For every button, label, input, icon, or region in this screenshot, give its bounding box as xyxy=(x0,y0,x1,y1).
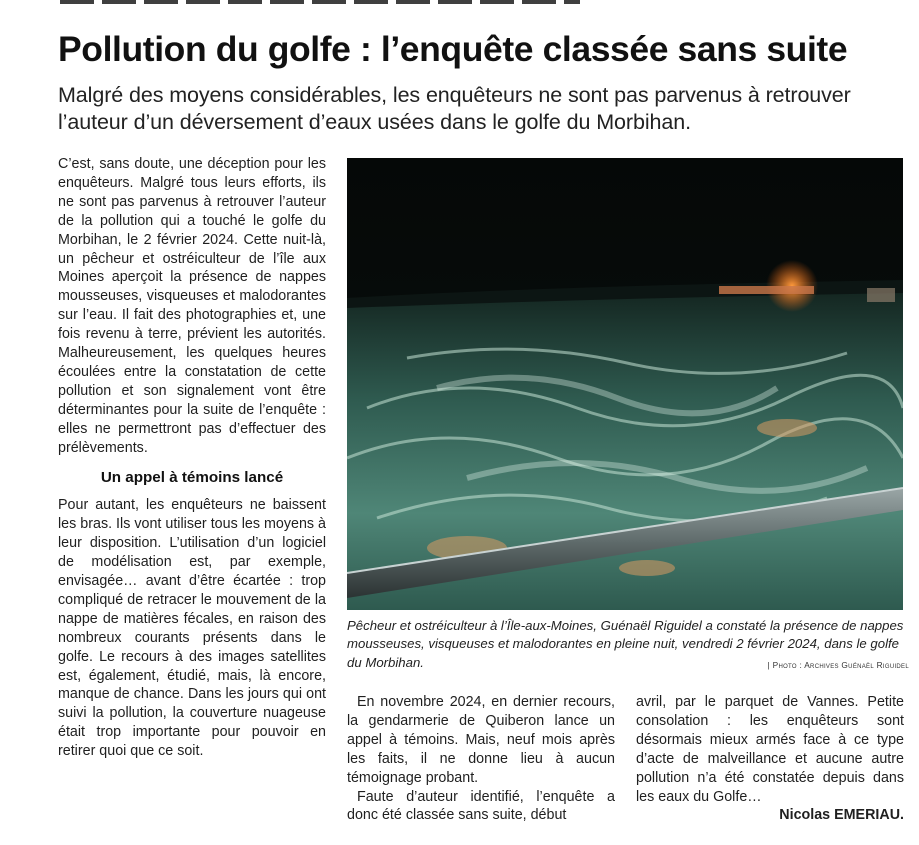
author-signature: Nicolas EMERIAU. xyxy=(779,807,904,824)
headline: Pollution du golfe : l’enquête classée sans suite xyxy=(58,29,848,69)
paragraph-intro: C’est, sans doute, une déception pour les enquêteurs. Malgré tous leurs efforts, ils ne sont pas parvenus à retrouver l’auteur de la pollution qui a touché le golfe du Morbihan, le 2 février 2024. Cette nuit-là, un pêcheur et ostréiculteur de l’île aux Moines aperçoit la présence de nappes mousseuses, visqueuses et malodorantes sur l’eau. Il fait des photographies et, une fois revenu à terre, prévient les autorités. Malheureusement, les quelques heures écoulées entre la constatation de cette pollution et son signalement vont être déterminantes pour la suite de l’enquête : elles ne permettront pas d’effectuer des prélèvements. xyxy=(58,156,326,456)
column-1 xyxy=(58,155,326,761)
deck-subtitle: Malgré des moyens considérables, les enquêteurs ne sont pas parvenus à retrouver l’auteur d’un déversement d’eaux usées dans le golfe du Morbihan. xyxy=(58,83,851,134)
paragraph-conclusion: avril, par le parquet de Vannes. Petite consolation : les enquêteurs sont désormais mieux armés face à ce type d’acte de malveillance et aucune autre pollution n’a été constatée depuis dans les eaux du Golfe… xyxy=(636,694,904,805)
column-3 xyxy=(636,693,904,825)
photo-caption: Pêcheur et ostréiculteur à l’Île-aux-Moines, Guénaël Riguidel a constaté la présence de nappes mousseuses, visqueuses et malodorantes en pleine nuit, vendredi 2 février 2024, dans le golfe du Morbihan. xyxy=(347,618,904,670)
photo-credit: | Photo : Archives Guénaël Riguidel xyxy=(767,660,909,670)
paragraph-investigation: Pour autant, les enquêteurs ne baissent les bras. Ils vont utiliser tous les moyens à leur disposition. L’utilisation d’un logiciel de modélisation est, par exemple, envisagée… avant d’être écartée : trop compliqué de retracer le mouvement de la nappe de matières fécales, en raison des nombreux courants présents dans le golfe. Le recours à des images satellites est, également, étudié, mais, là encore, manque de chance. Dans les jours qui ont suivi la pollution, la couverture nuageuse était trop importante pour pouvoir en retirer quoi que ce soit. xyxy=(58,497,326,760)
paragraph-appeal: En novembre 2024, en dernier recours, la gendarmerie de Quiberon lance un appel à témoins. Mais, neuf mois après les faits, il ne donne lieu à aucun témoignage probant. xyxy=(347,694,615,786)
column-2 xyxy=(347,693,615,825)
paragraph-closure: Faute d’auteur identifié, l’enquête a donc été classée sans suite, début xyxy=(347,788,615,824)
photo-illustration xyxy=(347,158,903,610)
section-subhead: Un appel à témoins lancé xyxy=(100,468,284,486)
cut-off-previous-text xyxy=(60,0,580,4)
night-photo-polluted-water xyxy=(347,158,903,610)
